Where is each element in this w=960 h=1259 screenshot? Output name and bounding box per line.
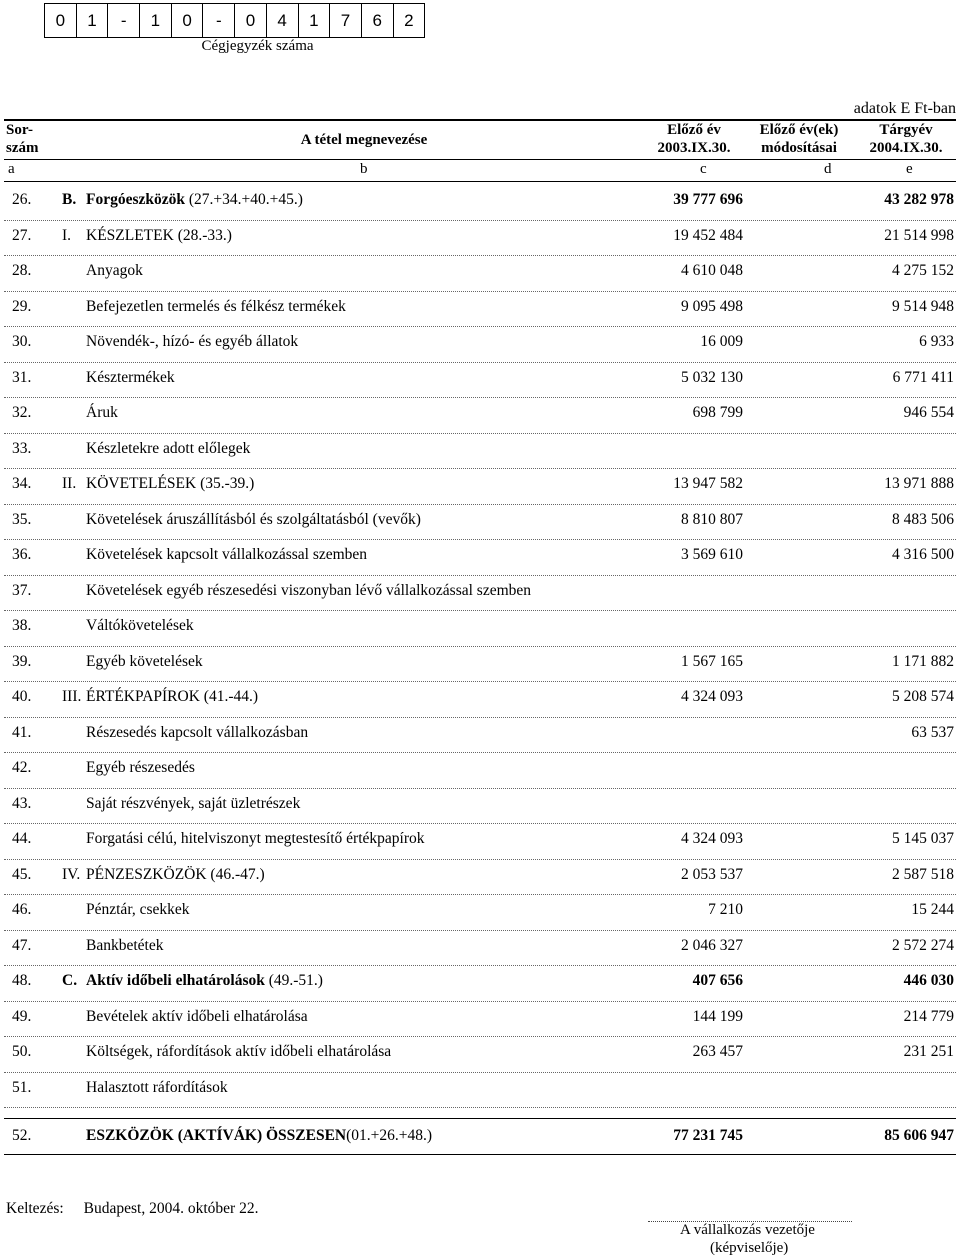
registry-digit: 7 xyxy=(329,3,362,38)
row-curr-value: 6 771 411 xyxy=(892,368,954,386)
date-label: Keltezés: xyxy=(6,1200,64,1217)
row-number: 51. xyxy=(12,1078,32,1096)
header-sorszam-line1: Sor- xyxy=(6,122,33,138)
table-row xyxy=(4,681,956,718)
row-label: Befejezetlen termelés és félkész termékek xyxy=(86,297,346,315)
row-curr-value: 6 933 xyxy=(919,333,954,350)
col-letter-b: b xyxy=(360,161,368,177)
table-row xyxy=(4,1072,956,1109)
row-number: 33. xyxy=(12,439,32,457)
col-letter-d: d xyxy=(824,161,832,177)
row-label: Részesedés kapcsolt vállalkozásban xyxy=(86,723,309,741)
row-label: Növendék-, hízó- és egyéb állatok xyxy=(86,333,299,350)
row-prefix: C. xyxy=(62,972,78,989)
row-prev-value: 9 095 498 xyxy=(681,297,743,315)
header-bottom-line xyxy=(4,181,956,182)
table-row xyxy=(4,291,956,328)
table-row xyxy=(4,255,956,292)
header-sorszam-line2: szám xyxy=(6,140,39,156)
date-value: Budapest, 2004. október 22. xyxy=(83,1200,259,1217)
table-row xyxy=(4,575,956,612)
row-number: 35. xyxy=(12,510,32,528)
col-letter-e: e xyxy=(906,161,913,177)
col-letter-c: c xyxy=(700,161,707,177)
table-row xyxy=(4,362,956,399)
total-suffix: (01.+26.+48.) xyxy=(346,1127,433,1144)
row-curr-value: 231 251 xyxy=(903,1043,954,1060)
row-prev-value: 4 324 093 xyxy=(681,688,743,705)
row-label: Váltókövetelések xyxy=(86,617,194,634)
row-curr-value: 446 030 xyxy=(903,972,954,989)
table-row xyxy=(4,646,956,683)
row-curr-value: 2 572 274 xyxy=(892,936,954,954)
row-label: Áruk xyxy=(86,404,118,421)
header-sorszam xyxy=(6,121,39,157)
row-label-text: Aktív időbeli elhatárolások xyxy=(86,972,265,989)
registry-digit: 0 xyxy=(44,3,77,38)
row-number: 41. xyxy=(12,723,32,741)
units-note: adatok E Ft-ban xyxy=(853,100,956,117)
header-name: A tétel megnevezése xyxy=(300,132,428,148)
row-number: 40. xyxy=(12,688,32,705)
row-label: Bankbetétek xyxy=(86,936,164,954)
row-label: Pénztár, csekkek xyxy=(86,901,190,918)
row-number: 42. xyxy=(12,759,32,776)
header-divider xyxy=(4,159,956,160)
registry-digit: - xyxy=(202,3,235,38)
row-prefix: IV. xyxy=(62,865,81,883)
registry-digit: - xyxy=(107,3,140,38)
row-number: 43. xyxy=(12,794,32,812)
row-number: 39. xyxy=(12,652,32,670)
registry-digit: 4 xyxy=(266,3,299,38)
row-label: Követelések áruszállításból és szolgáltatásból (vevők) xyxy=(86,510,421,528)
table-row xyxy=(4,504,956,541)
registry-digit: 6 xyxy=(361,3,394,38)
table-row xyxy=(4,965,956,1002)
row-number: 45. xyxy=(12,865,32,883)
table-row xyxy=(4,220,956,257)
row-curr-value: 4 275 152 xyxy=(892,262,954,279)
row-number: 48. xyxy=(12,972,32,989)
total-label-text: ESZKÖZÖK (AKTÍVÁK) ÖSSZESEN xyxy=(86,1127,347,1144)
row-prev-value: 13 947 582 xyxy=(673,475,743,492)
row-number: 46. xyxy=(12,901,32,918)
row-label: Készletekre adott előlegek xyxy=(86,439,251,457)
header-prev xyxy=(644,121,744,157)
row-curr-value: 8 483 506 xyxy=(892,510,954,528)
registry-digit: 1 xyxy=(139,3,172,38)
registry-digit: 1 xyxy=(76,3,109,38)
row-label: Késztermékek xyxy=(86,368,175,386)
table-row xyxy=(4,468,956,505)
header-curr xyxy=(856,121,956,157)
row-prefix: III. xyxy=(62,688,82,705)
table-row xyxy=(4,752,956,789)
row-label: Forgatási célú, hitelviszonyt megtestesítő értékpapírok xyxy=(86,830,425,847)
row-curr-value: 9 514 948 xyxy=(892,297,954,315)
row-prev-value: 16 009 xyxy=(700,333,743,350)
row-number: 34. xyxy=(12,475,32,492)
row-prev-value: 263 457 xyxy=(692,1043,743,1060)
row-prev-value: 698 799 xyxy=(692,404,743,421)
row-prev-value: 1 567 165 xyxy=(681,652,743,670)
row-number: 44. xyxy=(12,830,32,847)
total-prev: 77 231 745 xyxy=(673,1127,743,1144)
header-curr-line1: Tárgyév xyxy=(879,122,933,138)
row-number: 31. xyxy=(12,368,32,386)
table-row xyxy=(4,326,956,363)
registry-digit: 0 xyxy=(234,3,267,38)
row-number: 37. xyxy=(12,581,32,599)
registry-digit: 1 xyxy=(298,3,331,38)
row-curr-value: 5 208 574 xyxy=(892,688,954,705)
row-label: Egyéb követelések xyxy=(86,652,203,670)
row-label: Bevételek aktív időbeli elhatárolása xyxy=(86,1007,308,1025)
row-number: 29. xyxy=(12,297,32,315)
row-label: Halasztott ráfordítások xyxy=(86,1078,228,1096)
row-curr-value: 13 971 888 xyxy=(884,475,954,492)
row-prev-value: 8 810 807 xyxy=(681,510,743,528)
row-curr-value: 21 514 998 xyxy=(884,226,954,244)
row-number: 28. xyxy=(12,262,32,279)
row-number: 32. xyxy=(12,404,32,421)
date-line xyxy=(6,1200,258,1218)
row-prev-value: 4 610 048 xyxy=(681,262,743,279)
row-curr-value: 15 244 xyxy=(911,901,954,918)
row-label: PÉNZESZKÖZÖK (46.-47.) xyxy=(86,865,265,883)
row-curr-value: 5 145 037 xyxy=(892,830,954,847)
header-prev-line1: Előző év xyxy=(667,122,721,138)
table-row xyxy=(4,539,956,576)
row-number: 26. xyxy=(12,191,32,208)
row-curr-value: 214 779 xyxy=(903,1007,954,1025)
row-number: 30. xyxy=(12,333,32,350)
table-row xyxy=(4,894,956,931)
total-row xyxy=(4,1118,956,1155)
total-label xyxy=(86,1127,432,1145)
table-row xyxy=(4,184,956,221)
table-row xyxy=(4,397,956,434)
row-prev-value: 19 452 484 xyxy=(673,226,743,244)
signature-title: A vállalkozás vezetője xyxy=(680,1222,815,1238)
row-label: Követelések kapcsolt vállalkozással szemben xyxy=(86,546,368,563)
row-number: 49. xyxy=(12,1007,32,1025)
row-number: 50. xyxy=(12,1043,32,1060)
row-prefix: B. xyxy=(62,191,77,208)
header-mod xyxy=(749,121,849,157)
table-row xyxy=(4,859,956,896)
total-num: 52. xyxy=(12,1127,32,1144)
row-label: ÉRTÉKPAPÍROK (41.-44.) xyxy=(86,688,259,705)
row-curr-value: 43 282 978 xyxy=(884,191,954,208)
row-label: KÖVETELÉSEK (35.-39.) xyxy=(86,475,255,492)
row-label: Anyagok xyxy=(86,262,143,279)
table-header xyxy=(4,119,956,183)
col-letter-a: a xyxy=(8,161,15,177)
row-label xyxy=(86,972,323,990)
total-curr: 85 606 947 xyxy=(884,1127,954,1144)
table-row xyxy=(4,717,956,754)
row-prev-value: 3 569 610 xyxy=(681,546,743,563)
row-suffix: (49.-51.) xyxy=(268,972,323,989)
row-curr-value: 2 587 518 xyxy=(892,865,954,883)
row-prev-value: 5 032 130 xyxy=(681,368,743,386)
row-curr-value: 63 537 xyxy=(911,723,954,741)
table-row xyxy=(4,823,956,860)
row-curr-value: 4 316 500 xyxy=(892,546,954,563)
table-row xyxy=(4,1036,956,1073)
row-label: Saját részvények, saját üzletrészek xyxy=(86,794,301,812)
registry-digit: 2 xyxy=(393,3,426,38)
signature-subtitle: (képviselője) xyxy=(710,1240,789,1256)
registry-caption: Cégjegyzék száma xyxy=(201,38,314,54)
row-prev-value: 2 053 537 xyxy=(681,865,743,883)
row-label: Követelések egyéb részesedési viszonyban lévő vállalkozással szemben xyxy=(86,581,532,599)
row-number: 47. xyxy=(12,936,32,954)
row-number: 27. xyxy=(12,226,32,244)
row-curr-value: 1 171 882 xyxy=(892,652,954,670)
table-row xyxy=(4,788,956,825)
header-prev-line2: 2003.IX.30. xyxy=(657,140,731,156)
registry-number xyxy=(45,3,425,36)
row-prev-value: 7 210 xyxy=(708,901,743,918)
row-label xyxy=(86,191,303,209)
row-label: KÉSZLETEK (28.-33.) xyxy=(86,226,232,244)
row-label: Egyéb részesedés xyxy=(86,759,195,776)
row-prev-value: 407 656 xyxy=(692,972,743,989)
row-label: Költségek, ráfordítások aktív időbeli elhatárolása xyxy=(86,1043,392,1060)
table-row xyxy=(4,1001,956,1038)
table-row xyxy=(4,610,956,647)
row-number: 36. xyxy=(12,546,32,563)
row-curr-value: 946 554 xyxy=(903,404,954,421)
table-row xyxy=(4,930,956,967)
row-prev-value: 39 777 696 xyxy=(673,191,743,208)
registry-digit: 0 xyxy=(171,3,204,38)
row-label-text: Forgóeszközök xyxy=(86,191,186,208)
table-row xyxy=(4,433,956,470)
header-mod-line1: Előző év(ek) xyxy=(759,122,839,138)
row-prev-value: 2 046 327 xyxy=(681,936,743,954)
header-mod-line2: módosításai xyxy=(761,140,837,156)
row-number: 38. xyxy=(12,617,32,634)
header-curr-line2: 2004.IX.30. xyxy=(869,140,943,156)
row-prefix: I. xyxy=(62,226,72,244)
row-prev-value: 4 324 093 xyxy=(681,830,743,847)
row-prefix: II. xyxy=(62,475,77,492)
row-prev-value: 144 199 xyxy=(692,1007,743,1025)
row-suffix: (27.+34.+40.+45.) xyxy=(188,191,303,208)
